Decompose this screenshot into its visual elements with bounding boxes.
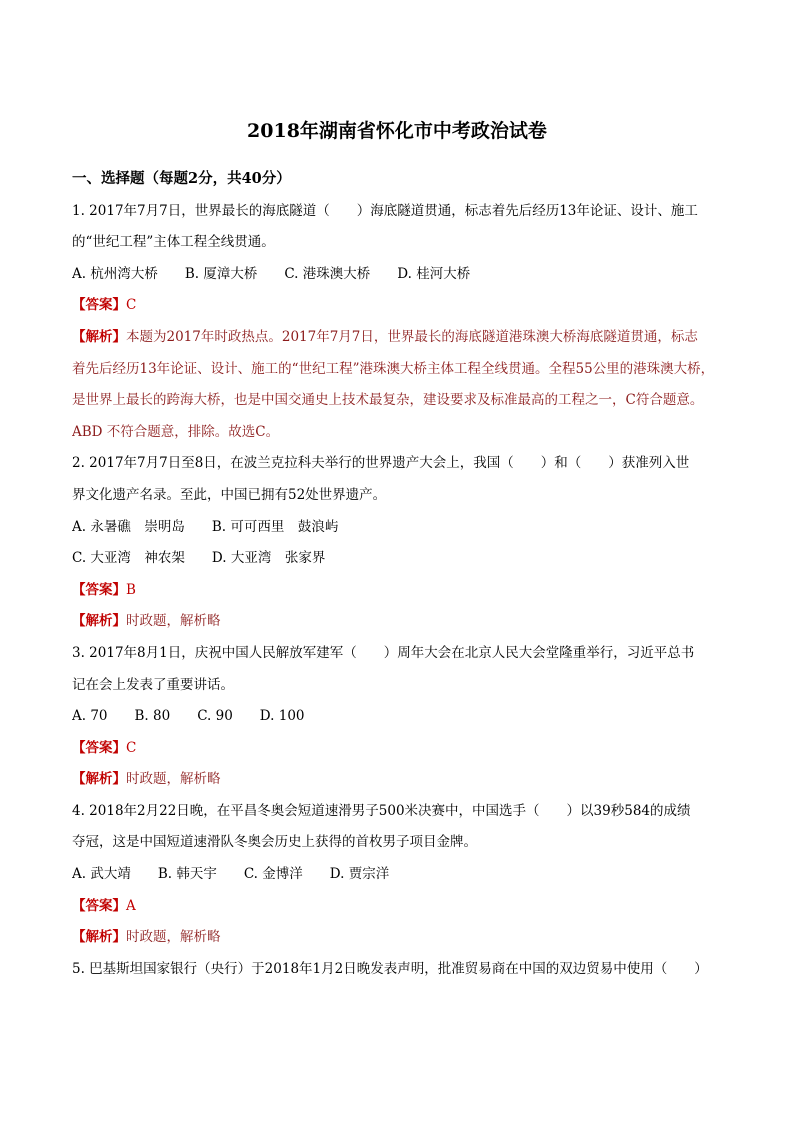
analysis-label: 【解析】 xyxy=(72,613,126,630)
q3-analysis-text: 时政题，解析略 xyxy=(126,771,221,788)
q3-stem-line2: 记在会上发表了重要讲话。 xyxy=(72,676,234,693)
q1-analysis-text4: ABD 不符合题意，排除。故选C。 xyxy=(72,423,280,440)
q1-analysis-line2 xyxy=(72,358,724,390)
q2-answer-value: B xyxy=(126,581,136,598)
q4-stem-line2: 夺冠，这是中国短道速滑队冬奥会历史上获得的首枚男子项目金牌。 xyxy=(72,834,477,851)
q1-answer xyxy=(72,294,724,326)
q1-analysis-text3: 是世界上最长的跨海大桥，也是中国交通史上技术最复杂，建设要求及标准最高的工程之一，C符合题意。 xyxy=(72,392,704,409)
answer-label: 【答案】 xyxy=(72,581,126,598)
q1-analysis-line1 xyxy=(72,326,724,358)
answer-label: 【答案】 xyxy=(72,897,126,914)
q3-answer xyxy=(72,737,724,769)
answer-label: 【答案】 xyxy=(72,739,126,756)
q3-stem-line1: 3. 2017年8月1日，庆祝中国人民解放军建军（ ）周年大会在北京人民大会堂隆重举行，习近平总书 xyxy=(72,644,695,661)
document-body xyxy=(72,168,724,989)
q2-analysis xyxy=(72,610,724,642)
analysis-label: 【解析】 xyxy=(72,328,126,345)
q3-analysis xyxy=(72,768,724,800)
q3-answer-value: C xyxy=(126,739,137,756)
q1-analysis-line3 xyxy=(72,389,724,421)
q1-analysis-line4 xyxy=(72,421,724,453)
q4-answer-value: A xyxy=(126,897,136,914)
q1-stem-line1: 1. 2017年7月7日，世界最长的海底隧道（ ）海底隧道贯通，标志着先后经历13年论证、设计、施工 xyxy=(72,202,698,219)
page-title: 2018年湖南省怀化市中考政治试卷 xyxy=(247,120,547,142)
analysis-label: 【解析】 xyxy=(72,771,126,788)
q4-analysis-text: 时政题，解析略 xyxy=(126,929,221,946)
q2-options-row1: A. 永暑礁 崇明岛 B. 可可西里 鼓浪屿 xyxy=(72,518,339,535)
analysis-label: 【解析】 xyxy=(72,929,126,946)
q3-options: A. 70 B. 80 C. 90 D. 100 xyxy=(72,708,305,725)
q2-stem-line2: 界文化遗产名录。至此，中国已拥有52处世界遗产。 xyxy=(72,486,387,503)
q1-answer-value: C xyxy=(126,297,137,314)
q2-stem-line1: 2. 2017年7月7日至8日，在波兰克拉科夫举行的世界遗产大会上，我国（ ）和（ ）获准列入世 xyxy=(72,455,690,472)
q2-options-row2: C. 大亚湾 神农架 D. 大亚湾 张家界 xyxy=(72,550,326,567)
q1-stem-line2: 的“世纪工程”主体工程全线贯通。 xyxy=(72,234,275,251)
answer-label: 【答案】 xyxy=(72,297,126,314)
q1-analysis-text2: 着先后经历13年论证、设计、施工的“世纪工程”港珠澳大桥主体工程全线贯通。全程55公里的港珠澳大桥， xyxy=(72,360,715,377)
q4-analysis xyxy=(72,926,724,958)
section-heading: 一、选择题（每题2分，共40分） xyxy=(72,170,291,187)
q1-analysis-text1: 本题为2017年时政热点。2017年7月7日，世界最长的海底隧道港珠澳大桥海底隧道贯通，标志 xyxy=(126,328,698,345)
q2-analysis-text: 时政题，解析略 xyxy=(126,613,221,630)
q4-answer xyxy=(72,895,724,927)
q4-options: A. 武大靖 B. 韩天宇 C. 金博洋 D. 贾宗洋 xyxy=(72,866,390,883)
q4-stem-line1: 4. 2018年2月22日晚，在平昌冬奥会短道速滑男子500米决赛中，中国选手（ ）以39秒584的成绩 xyxy=(72,802,691,819)
q2-answer xyxy=(72,579,724,611)
q5-stem-line1: 5. 巴基斯坦国家银行（央行）于2018年1月2日晚发表声明，批准贸易商在中国的双边贸易中使用（ ） xyxy=(72,960,708,977)
q1-options: A. 杭州湾大桥 B. 厦漳大桥 C. 港珠澳大桥 D. 桂河大桥 xyxy=(72,265,471,282)
